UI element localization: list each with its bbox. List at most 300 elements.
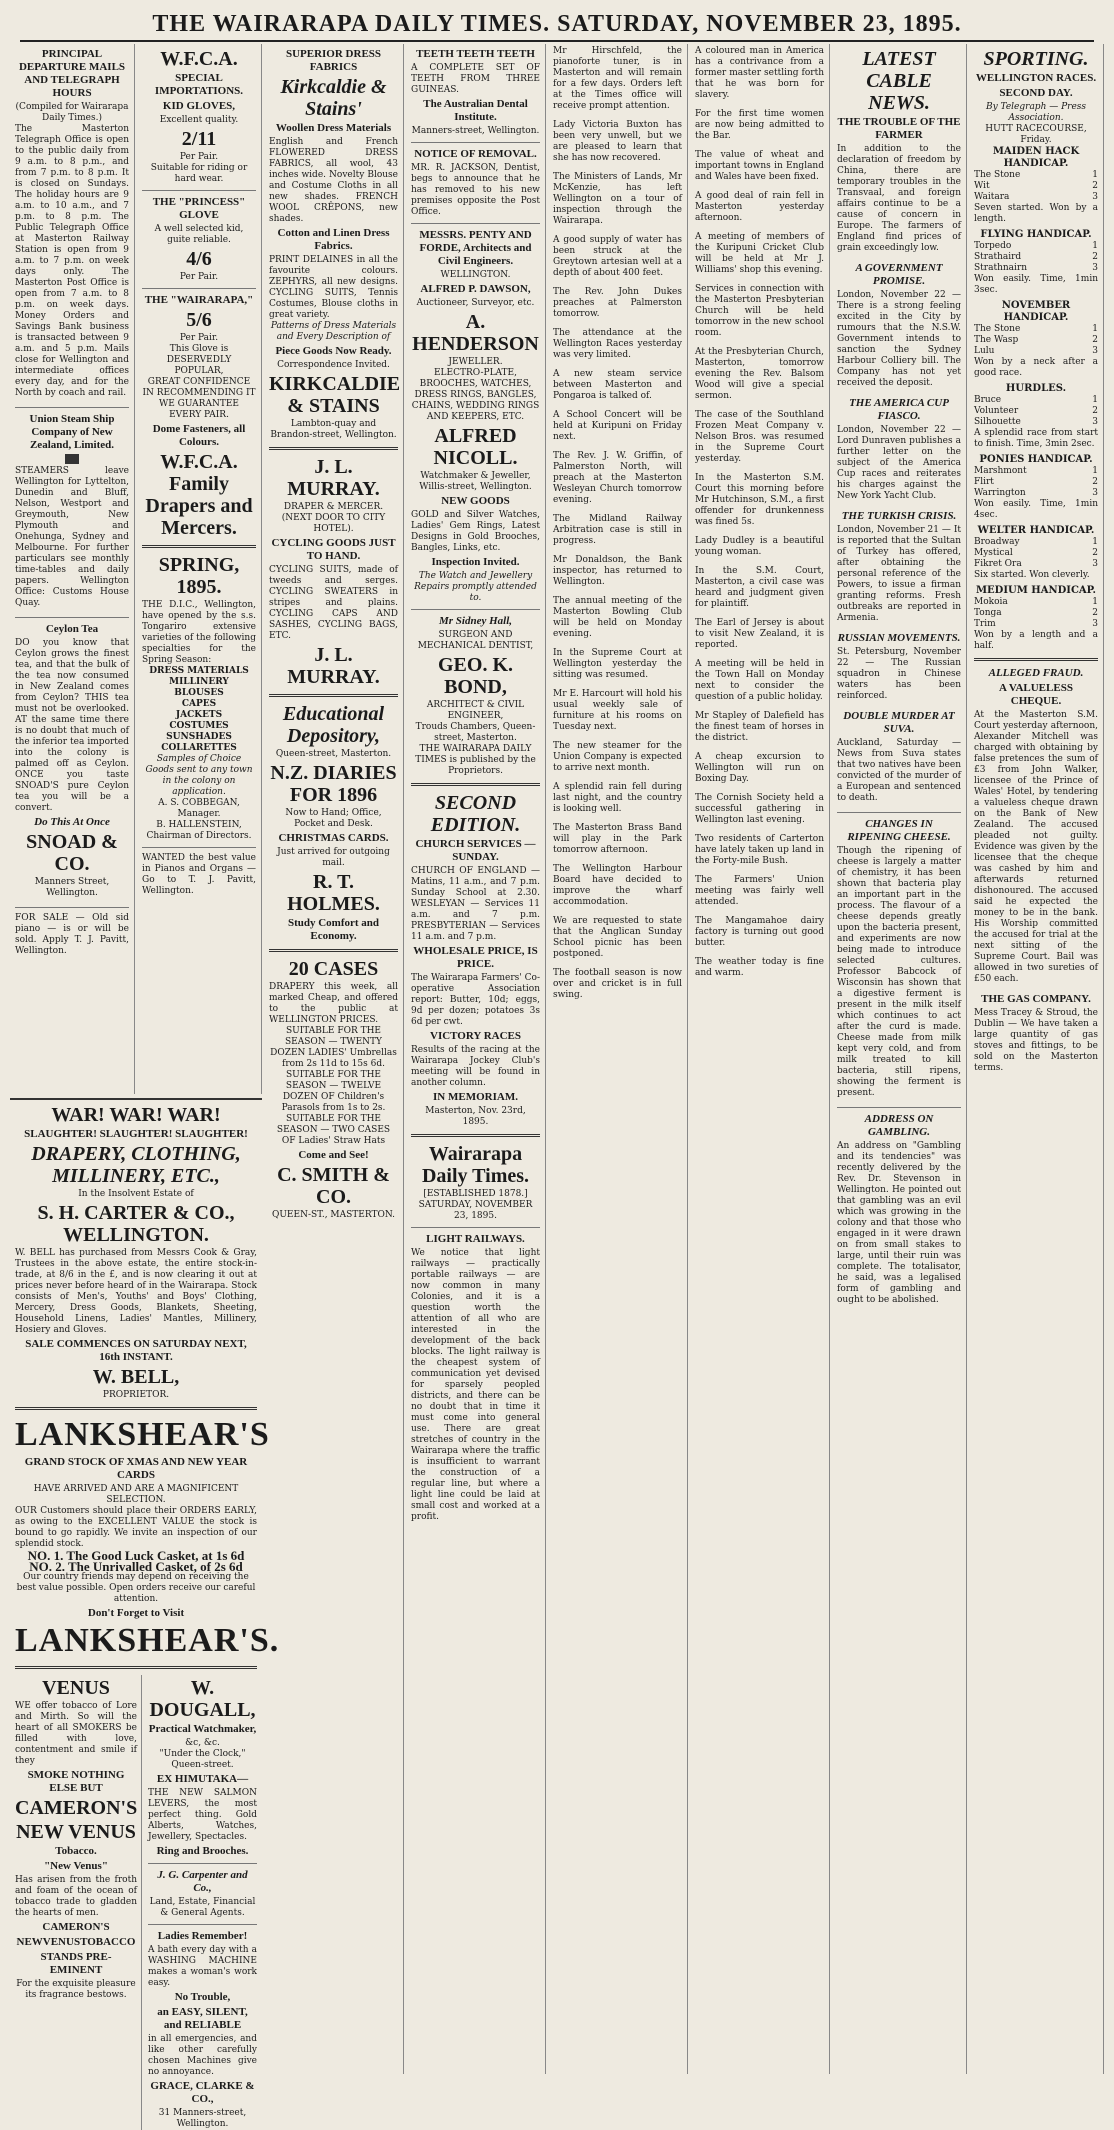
mails-text: The Masterton Telegraph Office is open to the public daily from 9 a.m. to 8 p.m., and from 7 p.m. to 8 p.m. It is closed on Sundays. The holiday hours are 9 a.m. to 10 a.m., and 7 p.m. to 8 p.m. The Public Telegraph Office at Masterton Railway Station is open from 9 a.m. to 7 p.m. on week days only. The Masterton Post Office is open from 7 a.m. to 8 p.m. on week days. Money Orders and Savings Bank business is transacted between 9 a.m. and 5 p.m. Mails close for Wellington and intermediate offices every day, and for the North by coach and rail. bbox=[15, 124, 129, 398]
race-row bbox=[974, 559, 1098, 570]
snoad-name: SNOAD & CO. bbox=[26, 830, 118, 875]
murray-next: (NEXT DOOR TO CITY HOTEL). bbox=[281, 513, 386, 534]
slaughter-line: SLAUGHTER! SLAUGHTER! SLAUGHTER! bbox=[24, 1128, 248, 1140]
fraud-text: At the Masterton S.M. Court yesterday afternoon, Alexander Mitchell was charged with obtaining by false pretences the sum of £3 from John Walker, licensee of the Prince of Wales' Hotel, by tendering a valueless cheque drawn on the Bank of New Zealand. The accused pleaded not guilty. Evidence was given by the licensee that the cheque was cashed by him and afterwards returned dishonoured. The accused said he expected the money to be in the bank. His Worship committed the accused for trial at the next sitting of the Supreme Court. Bail was allowed in two sureties of £50 each. bbox=[974, 710, 1098, 984]
kid-note: Suitable for riding or hard wear. bbox=[150, 163, 248, 184]
kid-per: Per Pair. bbox=[179, 152, 219, 162]
educational-sub: Queen-street, Masterton. bbox=[275, 749, 392, 759]
venus-heading: VENUS bbox=[42, 1677, 110, 1699]
straw-hats: SUITABLE FOR THE SEASON — TWO CASES OF Ladies' Straw Hats bbox=[276, 1114, 391, 1146]
cases-text: DRAPERY this week, all marked Cheap, and offered to the public at WELLINGTON PRICES. bbox=[269, 982, 398, 1025]
news-item: A School Concert will be held at Kuripuni on Friday next. bbox=[553, 410, 682, 442]
architects-addr: WELLINGTON. bbox=[440, 270, 511, 280]
spring-list bbox=[142, 666, 256, 754]
hall-heading: Mr Sidney Hall, bbox=[438, 615, 513, 627]
fraud-sub: A VALUELESS CHEQUE. bbox=[999, 682, 1073, 707]
race-cell: 1 bbox=[1092, 170, 1098, 180]
news-item: The attendance at the Wellington Races yesterday was very limited. bbox=[553, 328, 682, 360]
news-item: In the Masterton S.M. Court this morning before Mr Hutchinson, S.M., a first offender for drunkenness was fined 5s. bbox=[695, 473, 824, 527]
victory-text: Results of the racing at the Wairarapa Jockey Club's meeting will be found in another column. bbox=[411, 1045, 540, 1088]
kirkcaldie-2-sub: Lambton-quay and Brandon-street, Wellington. bbox=[270, 419, 397, 440]
column-4 bbox=[406, 44, 546, 2074]
holmes-heading: R. T. HOLMES. bbox=[287, 871, 380, 915]
news-item: A new steam service between Masterton and Pongaroa is talked of. bbox=[553, 369, 682, 401]
race-row bbox=[974, 417, 1098, 428]
dougall-heading: W. DOUGALL, bbox=[149, 1677, 256, 1721]
bell-role: PROPRIETOR. bbox=[102, 1390, 170, 1400]
gambling-text: An address on "Gambling and its tendencies" was recently delivered by the Rev. Dr. Stevenson in Wellington. He pointed out that gambling was an evil which was growing in the colony and that those who engaged in it were drawn on from small stakes to large, until their ruin was complete. The totalisator, he said, was a legalised form of gambling and ought to be abolished. bbox=[837, 1141, 961, 1305]
smoke-line: SMOKE NOTHING ELSE BUT bbox=[27, 1769, 125, 1794]
race-cell: 3 bbox=[1092, 488, 1098, 498]
diaries-heading: N.Z. DIARIES FOR 1896 bbox=[270, 762, 397, 806]
kid-price: 2/11 bbox=[181, 128, 217, 150]
race-cell: 1 bbox=[1092, 324, 1098, 334]
spring-item: DRESS MATERIALS bbox=[149, 666, 249, 676]
wairarapa-price: 5/6 bbox=[186, 309, 212, 331]
spring-item: SUNSHADES bbox=[166, 732, 232, 742]
casket-2: NO. 2. The Unrivalled Casket, of 2s 6d bbox=[29, 1559, 243, 1574]
news-item: Mr Hirschfeld, the pianoforte tuner, is in Masterton and will remain for a few days. Orders left at the Times office will receive prompt attention. bbox=[553, 46, 682, 111]
cards-heading: CHRISTMAS CARDS. bbox=[278, 832, 389, 844]
cycling-heading: CYCLING GOODS JUST TO HAND. bbox=[271, 537, 396, 562]
spring-item: BLOUSES bbox=[174, 688, 224, 698]
america-heading: THE AMERICA CUP FIASCO. bbox=[849, 397, 949, 422]
race-row bbox=[974, 488, 1098, 499]
race-cell: Wit bbox=[974, 181, 990, 191]
special-heading: SPECIAL IMPORTATIONS. bbox=[154, 72, 244, 97]
easy-line: an EASY, SILENT, and RELIABLE bbox=[157, 2006, 248, 2031]
race-row bbox=[974, 263, 1098, 274]
race-cell: 2 bbox=[1092, 335, 1098, 345]
bond-heading: GEO. K. BOND, bbox=[437, 654, 513, 698]
ship-heading: Union Steam Ship Company of New Zealand, Limited. bbox=[29, 413, 115, 451]
cases-heading: 20 CASES bbox=[288, 958, 379, 980]
telegraph-note: By Telegraph — Press Association. bbox=[985, 102, 1087, 123]
suva-heading: DOUBLE MURDER AT SUVA. bbox=[843, 710, 955, 735]
gas-heading: THE GAS COMPANY. bbox=[981, 993, 1091, 1005]
race-row bbox=[974, 477, 1098, 488]
race-table bbox=[974, 466, 1098, 499]
preeminent-sub: For the exquisite pleasure its fragrance bestows. bbox=[16, 1979, 136, 2000]
race-cell: 1 bbox=[1092, 597, 1098, 607]
church-heading: CHURCH SERVICES — SUNDAY. bbox=[415, 838, 536, 863]
gas-text: Mess Tracey & Stroud, the Dublin — We have taken a large quantity of gas stoves and fittings, to be sold on the Masterton terms. bbox=[974, 1008, 1098, 1073]
architects-heading: MESSRS. PENTY AND FORDE, Architects and Civil Engineers. bbox=[419, 229, 532, 267]
princess-heading: THE "PRINCESS" GLOVE bbox=[152, 196, 246, 221]
race-cell: 1 bbox=[1092, 395, 1098, 405]
race-cell: 2 bbox=[1092, 608, 1098, 618]
news-item: In the Supreme Court at Wellington yesterday the sitting was resumed. bbox=[553, 648, 682, 680]
race-row bbox=[974, 241, 1098, 252]
mails-sub: (Compiled for Wairarapa Daily Times.) bbox=[15, 102, 129, 123]
news-item: The Earl of Jersey is about to visit New Zealand, it is reported. bbox=[695, 618, 824, 650]
race-cell: 3 bbox=[1092, 619, 1098, 629]
kirkcaldie-heading: Kirkcaldie & Stains' bbox=[280, 76, 387, 120]
teeth-text: A COMPLETE SET OF TEETH FROM THREE GUINEAS. bbox=[411, 63, 540, 95]
dawson-heading: ALFRED P. DAWSON, bbox=[420, 283, 531, 295]
news-item: A meeting will be held in the Town Hall on Monday next to consider the question of a public holiday. bbox=[695, 659, 824, 702]
new-goods-text: GOLD and Silver Watches, Ladies' Gem Rings, Latest Designs in Gold Brooches, Bangles, Links, etc. bbox=[411, 510, 540, 553]
ladies-heading: Ladies Remember! bbox=[157, 1930, 248, 1942]
race-table bbox=[974, 537, 1098, 570]
promise-heading: A GOVERNMENT PROMISE. bbox=[855, 262, 943, 287]
race-name: MAIDEN HACK HANDICAP. bbox=[992, 146, 1080, 169]
parasols: SUITABLE FOR THE SEASON — TWELVE DOZEN OF Children's Parasols from 1s to 2s. bbox=[281, 1070, 386, 1113]
smith-heading: C. SMITH & CO. bbox=[277, 1164, 390, 1208]
promise-text: London, November 22 — There is a strong feeling excited in the City by rumours that the N.S.W. Government intends to sanction the Sydney Harbour Colliery bill. The Company has not yet received the deposit. bbox=[837, 290, 961, 388]
russian-text: St. Petersburg, November 22 — The Russian squadron in Chinese waters has been reinforced. bbox=[837, 647, 961, 701]
column-6 bbox=[690, 44, 830, 2074]
race-note: A splendid race from start to finish. Time, 3min 2sec. bbox=[974, 428, 1098, 449]
news-item: The value of wheat and important towns in England and Wales have been fixed. bbox=[695, 150, 824, 182]
race-row bbox=[974, 181, 1098, 192]
wanted-text: WANTED the best value in Pianos and Organs — Go to T. J. Pavitt, Wellington. bbox=[142, 853, 256, 896]
forget-line: Don't Forget to Visit bbox=[87, 1607, 185, 1619]
trouble-line: No Trouble, bbox=[174, 1991, 231, 2003]
spring-item: JACKETS bbox=[175, 710, 223, 720]
camerons-heading: CAMERON'S bbox=[15, 1797, 138, 1819]
cable-text: In addition to the declaration of freedom by China, there are temporary troubles in the Transvaal, and foreign affairs continue to be a cause of concern in Europe. The farmers of England find prices of grain exceedingly low. bbox=[837, 144, 961, 253]
race-cell: Broadway bbox=[974, 537, 1020, 547]
race-cell: 2 bbox=[1092, 548, 1098, 558]
fraud-heading: ALLEGED FRAUD. bbox=[988, 667, 1084, 679]
column-5 bbox=[548, 44, 688, 2074]
church-text: CHURCH OF ENGLAND — Matins, 11 a.m., and 7 p.m. Sunday School at 2.30. WESLEYAN — Services 11 a.m. and 7 p.m. PRESBYTERIAN — Services 11 a.m. and 7 p.m. bbox=[411, 866, 540, 942]
spring-heading: SPRING, 1895. bbox=[158, 554, 240, 598]
race-cell: The Wasp bbox=[974, 335, 1019, 345]
races-heading: WELLINGTON RACES. bbox=[975, 72, 1097, 84]
race-cell: Mystical bbox=[974, 548, 1013, 558]
victory-heading: VICTORY RACES bbox=[430, 1030, 521, 1042]
race-cell: 2 bbox=[1092, 477, 1098, 487]
study-line: Study Comfort and Economy. bbox=[287, 917, 380, 942]
race-name: NOVEMBER HANDICAP. bbox=[1001, 300, 1071, 323]
news-item: The Masterton Brass Band will play in the Park tomorrow afternoon. bbox=[553, 823, 682, 855]
spring-text: THE D.I.C., Wellington, have opened by the s.s. Tongariro extensive varieties of the following specialties for the Spring Season: bbox=[142, 600, 256, 665]
samples-note: Samples of Choice Goods sent to any town in the colony on application. bbox=[145, 754, 253, 797]
news-item: Mr E. Harcourt will hold his usual weekly sale of furniture at his rooms on Tuesday next. bbox=[553, 689, 682, 732]
race-cell: The Stone bbox=[974, 170, 1021, 180]
race-note: Won by a neck after a good race. bbox=[974, 357, 1098, 378]
news-item: The Farmers' Union meeting was fairly well attended. bbox=[695, 875, 824, 907]
news-item: The Cornish Society held a successful gathering in Wellington last evening. bbox=[695, 793, 824, 825]
dougall-sub: Practical Watchmaker, bbox=[148, 1723, 257, 1735]
teeth-heading: TEETH TEETH TEETH bbox=[416, 48, 535, 60]
race-cell: 3 bbox=[1092, 346, 1098, 356]
turkish-text: London, November 21 — It is reported that the Sultan of Turkey has offered, after obtaining the personal reference of the Powers, to issue a firman granting reforms. Fresh outbreaks are reported in Armenia. bbox=[837, 525, 961, 623]
light-rail-text: We notice that light railways — practically portable railways — are now common in many Colonies, and it is a question worth the attention of all who are interested in the development of the back blocks. The light railway is the cheapest system of communication yet devised for sparsely peopled districts, and there can be no doubt that in time it must come into general use. There are great stretches of country in the Wairarapa where the traffic is insufficient to warrant the construction of a regular line, but where a light line could be laid at small cost and worked at a profit. bbox=[411, 1248, 540, 1522]
racecourse: HUTT RACECOURSE, Friday. bbox=[985, 124, 1087, 145]
preeminent: STANDS PRE-EMINENT bbox=[40, 1951, 112, 1976]
race-note: Won easily. Time, 1min 4sec. bbox=[974, 499, 1098, 520]
xmas-text: OUR Customers should place their ORDERS EARLY, as owing to the EXCELLENT VALUE the stock is bound to go rapidly. We invite an inspection of our splendid stock. bbox=[15, 1506, 257, 1549]
news-item: Mr Stapley of Dalefield has the finest team of horses in the district. bbox=[695, 711, 824, 743]
race-cell: 2 bbox=[1092, 181, 1098, 191]
news-item: The annual meeting of the Masterton Bowling Club will be held on Monday evening. bbox=[553, 596, 682, 639]
memoriam-heading: IN MEMORIAM. bbox=[433, 1091, 518, 1103]
news-item: The Midland Railway Arbitration case is still in progress. bbox=[553, 514, 682, 546]
great-confidence: GREAT CONFIDENCE IN RECOMMENDING IT WE GUARANTEE EVERY PAIR. bbox=[142, 377, 256, 420]
issue-date: SATURDAY, NOVEMBER 23, 1895. bbox=[418, 1200, 533, 1221]
news-item: Lady Victoria Buxton has been very unwell, but we are pleased to learn that she has now recovered. bbox=[553, 120, 682, 163]
race-table bbox=[974, 170, 1098, 203]
news-item: Lady Dudley is a beautiful young woman. bbox=[695, 536, 824, 557]
news-item: The Ministers of Lands, Mr McKenzie, has left Wellington on a tour of inspection through the Wairarapa. bbox=[553, 172, 682, 226]
race-row bbox=[974, 346, 1098, 357]
tobacco-line: Tobacco. bbox=[55, 1845, 97, 1857]
sale-text: FOR SALE — Old sid piano — is or will be sold. Apply T. J. Pavitt, Wellington. bbox=[15, 912, 129, 956]
spring-item: MILLINERY bbox=[169, 677, 229, 687]
second-day: SECOND DAY. bbox=[999, 87, 1073, 99]
memoriam-text: Masterton, Nov. 23rd, 1895. bbox=[425, 1106, 526, 1127]
lankshear-banner: LANKSHEAR'S bbox=[15, 1416, 270, 1453]
henderson-heading: A. HENDERSON bbox=[412, 311, 539, 355]
column-2 bbox=[137, 44, 262, 1094]
race-table bbox=[974, 324, 1098, 357]
race-row bbox=[974, 395, 1098, 406]
race-cell: 1 bbox=[1092, 466, 1098, 476]
wairarapa-heading: THE "WAIRARAPA," bbox=[144, 294, 254, 306]
ceylon-heading: Ceylon Tea bbox=[45, 622, 99, 635]
lankshear-banner-2: LANKSHEAR'S. bbox=[15, 1622, 280, 1659]
spring-item: CAPES bbox=[181, 699, 217, 709]
news-item: The case of the Southland Frozen Meat Company v. Nelson Bros. was resumed in the Supreme Court yesterday. bbox=[695, 410, 824, 464]
hallenstein: B. HALLENSTEIN, Chairman of Directors. bbox=[146, 820, 252, 841]
electro-text: ELECTRO-PLATE, BROOCHES, WATCHES, DRESS RINGS, BANGLES, CHAINS, WEDDING RINGS AND KEEPERS, ETC. bbox=[411, 368, 540, 422]
news-item: Mr Donaldson, the Bank inspector, has returned to Wellington. bbox=[553, 555, 682, 587]
cable-heading: LATEST CABLE NEWS. bbox=[862, 48, 936, 114]
dawson-sub: Auctioneer, Surveyor, etc. bbox=[416, 298, 535, 308]
ring-line: Ring and Brooches. bbox=[156, 1845, 249, 1857]
race-cell: Waitara bbox=[974, 192, 1010, 202]
ship-flag-icon bbox=[65, 454, 79, 464]
second-edition: SECOND EDITION. bbox=[430, 792, 521, 836]
spring-item: COLLARETTES bbox=[161, 743, 237, 753]
race-note: Won by a length and a half. bbox=[974, 630, 1098, 651]
race-name: WELTER HANDICAP. bbox=[977, 525, 1095, 536]
new-venus-heading: NEW VENUS bbox=[16, 1821, 136, 1843]
grace-addr: 31 Manners-street, Wellington. bbox=[158, 2108, 247, 2129]
removal-heading: NOTICE OF REMOVAL. bbox=[414, 148, 537, 160]
race-cell: Mokoia bbox=[974, 597, 1008, 607]
wdt-note: THE WAIRARAPA DAILY TIMES is published by the Proprietors. bbox=[415, 744, 536, 776]
dental-addr: Manners-street, Wellington. bbox=[411, 126, 540, 136]
wfca2: W.F.C.A. Family Drapers and Mercers. bbox=[145, 451, 253, 539]
race-row bbox=[974, 192, 1098, 203]
column-3 bbox=[264, 44, 404, 2074]
princess-per: Per Pair. bbox=[179, 272, 219, 282]
news-item: At the Presbyterian Church, Masterton, tomorrow evening the Rev. Balsom Wood will give a special sermon. bbox=[695, 347, 824, 401]
masthead: THE WAIRARAPA DAILY TIMES. SATURDAY, NOVEMBER 23, 1895. bbox=[20, 8, 1094, 42]
dougall-sub2: &c, &c. bbox=[185, 1738, 220, 1748]
dental-heading: The Australian Dental Institute. bbox=[423, 98, 528, 123]
suva-text: Auckland, Saturday — News from Suva states that two natives have been convicted of the murder of a European and sentenced to death. bbox=[837, 738, 961, 803]
wfca-title: W.F.C.A. bbox=[160, 48, 238, 70]
come-see: Come and See! bbox=[298, 1149, 369, 1161]
column-1 bbox=[10, 44, 135, 1094]
race-cell: Warrington bbox=[974, 488, 1026, 498]
race-row bbox=[974, 466, 1098, 477]
race-cell: Fikret Ora bbox=[974, 559, 1022, 569]
dougall-addr: "Under the Clock," Queen-street. bbox=[159, 1749, 246, 1770]
race-cell: Bruce bbox=[974, 395, 1002, 405]
war-heading: WAR! WAR! WAR! bbox=[51, 1104, 221, 1126]
removal-text: MR. R. JACKSON, Dentist, begs to announce that he has removed to his new premises opposite the Post Office. bbox=[411, 163, 540, 217]
race-row bbox=[974, 548, 1098, 559]
established: [ESTABLISHED 1878.] bbox=[423, 1189, 528, 1199]
race-row bbox=[974, 170, 1098, 181]
news-item: The Rev. J. W. Griffin, of Palmerston North, will preach at the Masterton Wesleyan Church tomorrow evening. bbox=[553, 451, 682, 505]
race-cell: 2 bbox=[1092, 406, 1098, 416]
murray-heading: J. L. MURRAY. bbox=[287, 456, 380, 500]
diaries-note: Now to Hand; Office, Pocket and Desk. bbox=[285, 808, 382, 829]
news-item: A coloured man in America has a contrivance from a former master settling forth that he was born for slavery. bbox=[695, 46, 824, 100]
snoad-addr: Manners Street, Wellington. bbox=[34, 876, 110, 898]
snoad-line1: Do This At Once bbox=[34, 815, 110, 828]
race-row bbox=[974, 406, 1098, 417]
bond-addr: Trouds Chambers, Queen-street, Masterton. bbox=[415, 722, 536, 743]
carter-text: W. BELL has purchased from Messrs Cook & Gray, Trustees in the above estate, the entire stock-in-trade, at 8/6 in the £, and is now clearing it out at prices never before heard of in the Wairarapa. Stock consists of Men's, Youths' and Boys' Clothing, Mercery, Dress Goods, Blankets, Sheeting, Household Linens, Ladies' Mantles, Millinery, Hosiery and Gloves. bbox=[15, 1248, 257, 1335]
news-item: The new steamer for the Union Company is expected to arrive next month. bbox=[553, 741, 682, 773]
america-text: London, November 22 — Lord Dunraven publishes a further letter on the subject of the America Cup races and reiterates his charges against the New York Yacht Club. bbox=[837, 425, 961, 501]
russian-heading: RUSSIAN MOVEMENTS. bbox=[837, 632, 961, 644]
race-row bbox=[974, 324, 1098, 335]
column-7 bbox=[832, 44, 967, 2074]
race-cell: Silhouette bbox=[974, 417, 1021, 427]
wholesale-text: The Wairarapa Farmers' Co-operative Association report: Butter, 10d; eggs, 9d per dozen; potatoes 3s 6d per cwt. bbox=[411, 973, 540, 1027]
race-cell: 3 bbox=[1092, 417, 1098, 427]
news-item: The Wellington Harbour Board have decided to improve the wharf accommodation. bbox=[553, 864, 682, 907]
new-goods-heading: NEW GOODS bbox=[441, 495, 510, 507]
xmas-heading: GRAND STOCK OF XMAS AND NEW YEAR CARDS bbox=[24, 1456, 248, 1481]
race-row bbox=[974, 608, 1098, 619]
race-cell: Tonga bbox=[974, 608, 1002, 618]
race-name: PONIES HANDICAP. bbox=[979, 454, 1093, 465]
race-cell: 3 bbox=[1092, 263, 1098, 273]
cards-note: Just arrived for outgoing mail. bbox=[277, 847, 390, 868]
race-row bbox=[974, 252, 1098, 263]
race-row bbox=[974, 619, 1098, 630]
piece-goods: Piece Goods Now Ready. bbox=[275, 345, 392, 357]
order-note: Our country friends may depend on receiving the best value possible. Open orders receive our careful attention. bbox=[16, 1572, 256, 1604]
cheese-text: Though the ripening of cheese is largely a matter of chemistry, it has been shown that bacteria play an important part in the process. The flavour of a cheese depends greatly upon the bacteria present, and experiments are now being made to introduce selected cultures. Professor Babcock of Wisconsin has shown that a digestive ferment is present in the milk itself which continues to act after the curd is made. Cheese made from milk kept very cold, and from milk treated to kill bacteria, still ripens, showing the ferment is present. bbox=[837, 846, 961, 1098]
news-item: The Rev. John Dukes preaches at Palmerston tomorrow. bbox=[553, 287, 682, 319]
news-item: A cheap excursion to Wellington will run on Boxing Day. bbox=[695, 752, 824, 784]
race-cell: Trim bbox=[974, 619, 996, 629]
news-item: A good deal of rain fell in Masterton yesterday afternoon. bbox=[695, 191, 824, 223]
kid-sub: Excellent quality. bbox=[159, 115, 239, 125]
woollen-heading: Woollen Dress Materials bbox=[275, 122, 392, 134]
race-table bbox=[974, 597, 1098, 630]
camerons-2: CAMERON'S bbox=[42, 1921, 110, 1933]
news-item: We are requested to state that the Anglican Sunday School picnic has been postponed. bbox=[553, 916, 682, 959]
venus-quote: "New Venus" bbox=[44, 1860, 108, 1872]
smith-addr: QUEEN-ST., MASTERTON. bbox=[271, 1210, 396, 1220]
drapery-sub: In the Insolvent Estate of bbox=[78, 1189, 194, 1199]
watch-repairs: The Watch and Jewellery Repairs promptly attended to. bbox=[414, 571, 537, 603]
race-cell: The Stone bbox=[974, 324, 1021, 334]
cycling-text: CYCLING SUITS, made of tweeds and serges. CYCLING SWEATERS in stripes and plains. CYCLING CAPS AND SASHES, CYCLING BAGS, ETC. bbox=[269, 565, 398, 641]
alfred-sub: Watchmaker & Jeweller, bbox=[420, 471, 531, 481]
news-item: Services in connection with the Masterton Presbyterian Church will be held tomorrow in the new school room. bbox=[695, 284, 824, 338]
cotton-heading: Cotton and Linen Dress Fabrics. bbox=[277, 227, 390, 252]
race-row bbox=[974, 537, 1098, 548]
race-table bbox=[974, 395, 1098, 428]
ship-text: STEAMERS leave Wellington for Lyttelton, Dunedin and Bluff, Nelson, Westport and Greymouth, New Plymouth and Onehunga, Sydney and Melbourne. For further particulars see monthly time-tables and daily papers. Wellington Office: Customs House Quay. bbox=[15, 465, 129, 608]
wairarapa-per: Per Pair. bbox=[179, 333, 219, 343]
race-cell: Flirt bbox=[974, 477, 994, 487]
news-item: For the first time women are now being admitted to the Bar. bbox=[695, 109, 824, 141]
woollen-text: English and French FLOWERED DRESS FABRICS, all wool, 43 inches wide. Novelty Blouse and Costume Cloths in all new shades. FRENCH WOOL CRÊPONS, new shades. bbox=[269, 137, 398, 224]
race-cell: 1 bbox=[1092, 537, 1098, 547]
wholesale-heading: WHOLESALE PRICE, IS PRICE. bbox=[413, 945, 538, 970]
news-item: In the S.M. Court, Masterton, a civil case was heard and judgment given for plaintiff. bbox=[695, 566, 824, 609]
wdt-title: Wairarapa Daily Times. bbox=[421, 1143, 530, 1187]
carpenter-sub: Land, Estate, Financial & General Agents. bbox=[149, 1897, 256, 1918]
murray-sub: DRAPER & MERCER. bbox=[283, 502, 384, 512]
news-item: A meeting of members of the Kuripuni Cricket Club will be held at Mr J. Williams' shop this evening. bbox=[695, 232, 824, 275]
correspondence: Correspondence Invited. bbox=[277, 360, 390, 370]
news-item: The Mangamahoe dairy factory is turning out good butter. bbox=[695, 916, 824, 948]
casket-1: NO. 1. The Good Luck Casket, at 1s 6d bbox=[27, 1548, 245, 1563]
princess-price: 4/6 bbox=[186, 248, 212, 270]
dougall-text: THE NEW SALMON LEVERS, the most perfect thing. Gold Alberts, Watches, Jewellery, Spectacles. bbox=[148, 1788, 257, 1842]
race-cell: Strathaird bbox=[974, 252, 1022, 262]
carter-heading: S. H. CARTER & CO., WELLINGTON. bbox=[37, 1202, 235, 1246]
race-cell: 3 bbox=[1092, 192, 1098, 202]
news-item: A splendid rain fell during last night, and the country is looking well. bbox=[553, 782, 682, 814]
bond-sub: ARCHITECT & CIVIL ENGINEER, bbox=[426, 700, 525, 721]
inspection: Inspection Invited. bbox=[431, 556, 520, 568]
spring-item: COSTUMES bbox=[169, 721, 229, 731]
alfred-addr: Willis-street, Wellington. bbox=[419, 482, 532, 492]
news-item: The football season is now over and cricket is in full swing. bbox=[553, 968, 682, 1000]
dome-line: Dome Fasteners, all Colours. bbox=[152, 423, 246, 448]
bell-name: W. BELL, bbox=[92, 1366, 180, 1388]
bottom-ads bbox=[10, 1098, 280, 2129]
cotton-text: PRINT DELAINES in all the favourite colours. ZEPHYRS, all new designs. CYCLING SUITS, Tennis Costumes, Blouse cloths in great variety. bbox=[269, 255, 398, 320]
manager: A. S. COBBEGAN, Manager. bbox=[158, 798, 240, 819]
turkish-heading: THE TURKISH CRISIS. bbox=[841, 510, 957, 522]
venus-quote-text: Has arisen from the froth and foam of the ocean of tobacco trade to gladden the hearts of men. bbox=[15, 1875, 137, 1918]
carpenter-heading: J. G. Carpenter and Co., bbox=[157, 1869, 248, 1894]
race-note: Six started. Won cleverly. bbox=[974, 570, 1090, 580]
mails-heading: PRINCIPAL DEPARTURE MAILS AND TELEGRAPH HOURS bbox=[18, 48, 126, 99]
race-name: MEDIUM HANDICAP. bbox=[975, 585, 1097, 596]
ceylon-text: DO you know that Ceylon grows the finest tea, and that the bulk of the tea now consumed in New Zealand comes from Ceylon? THIS tea must not be overlooked. AT the same time there is no doubt that much of the inferior tea imported into the colony is palmed off as Ceylon. ONCE you taste SNOAD'S pure Ceylon tea you will be a convert. bbox=[15, 637, 129, 813]
race-row bbox=[974, 597, 1098, 608]
umbrellas: SUITABLE FOR THE SEASON — TWENTY DOZEN LADIES' Umbrellas from 2s 11d to 15s 6d. bbox=[270, 1026, 397, 1069]
easy-text: in all emergencies, and like other carefully chosen Machines give no annoyance. bbox=[148, 2034, 257, 2077]
news-item: The weather today is fine and warm. bbox=[695, 957, 824, 978]
kid-heading: KID GLOVES, bbox=[162, 100, 236, 112]
race-name: HURDLES. bbox=[1005, 383, 1067, 394]
princess-sub: A well selected kid, guite reliable. bbox=[154, 224, 244, 245]
race-table bbox=[974, 241, 1098, 274]
race-row bbox=[974, 335, 1098, 346]
sporting-heading: SPORTING. bbox=[983, 48, 1089, 70]
henderson-sub: JEWELLER. bbox=[448, 357, 503, 367]
xmas-sub: HAVE ARRIVED AND ARE A MAGNIFICENT SELECTION. bbox=[33, 1484, 239, 1505]
gambling-heading: ADDRESS ON GAMBLING. bbox=[864, 1113, 934, 1138]
race-cell: Marshmont bbox=[974, 466, 1027, 476]
race-note: Seven started. Won by a length. bbox=[974, 203, 1098, 224]
cheese-heading: CHANGES IN RIPENING CHEESE. bbox=[847, 818, 951, 843]
light-rail-heading: LIGHT RAILWAYS. bbox=[426, 1233, 525, 1245]
race-cell: Strathnairn bbox=[974, 263, 1028, 273]
race-cell: 3 bbox=[1092, 559, 1098, 569]
race-cell: 2 bbox=[1092, 252, 1098, 262]
